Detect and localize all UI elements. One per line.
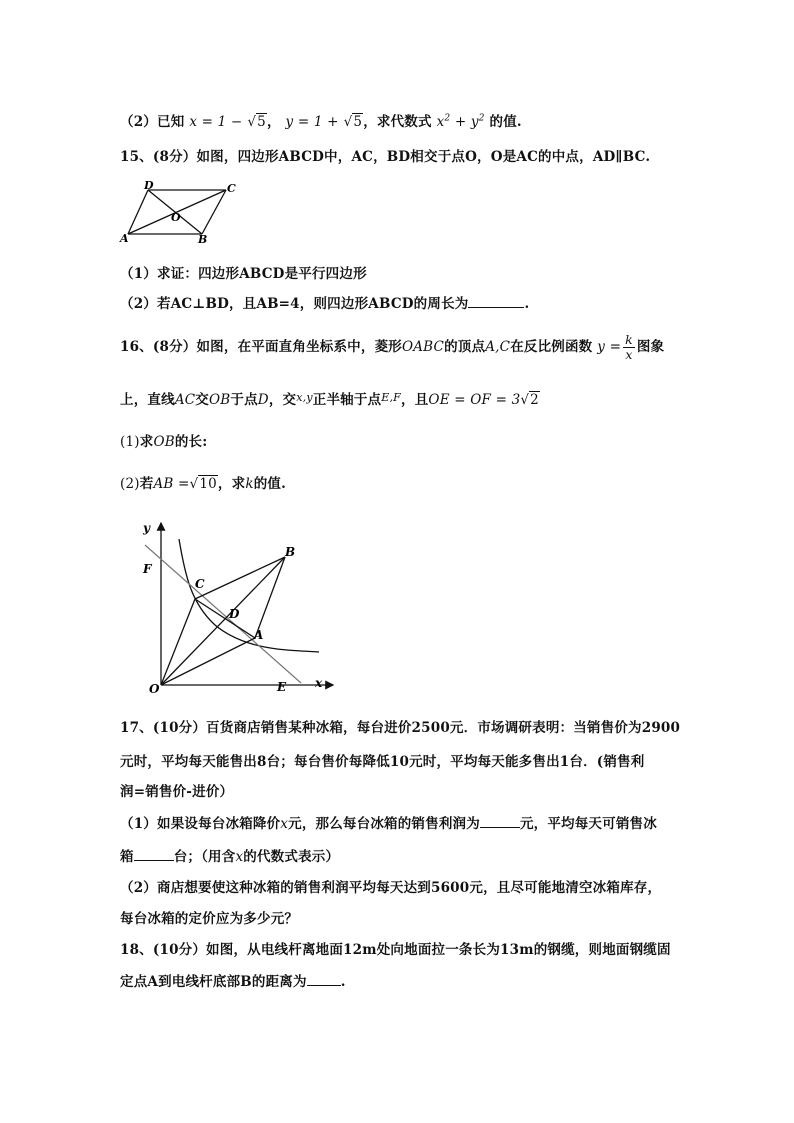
label-c: C [227, 182, 236, 195]
expr-x2-y2: $x^2 + y^2$ [436, 113, 485, 130]
label-e: E [277, 680, 287, 694]
label-b: B [285, 545, 296, 559]
label-d: D [144, 180, 154, 192]
q16-figure [135, 515, 335, 697]
sqrt-2: √2 [520, 392, 539, 408]
q17-part2-line2: 每台冰箱的定价应为多少元？ [120, 911, 299, 927]
answer-blank[interactable] [468, 295, 524, 308]
answer-blank-profit[interactable] [480, 815, 520, 828]
q18-line2: 定点A到电线杆底部B的距离为 . [120, 974, 346, 990]
q16-part2: (2)若AB =√10，求k的值. [120, 476, 287, 492]
q17-line1: 17、(10分）百货商店销售某种冰箱，每台进价2500元．市场调研表明：当销售价为2900 [120, 720, 681, 736]
q17-line2: 元时，平均每天能售出8台；每台售价每降低10元时，平均每天能多售出1台．(销售利 [120, 754, 645, 770]
q17-part1-line1: （1）如果设每台冰箱降价x元，那么每台冰箱的销售利润为 元，平均每天可销售冰 [120, 816, 657, 832]
q16-stem: 16、(8分）如图，在平面直角坐标系中，菱形OABC的顶点A,C在反比例函数 y = $\frac{k}{x}$ 图象 [120, 332, 665, 362]
label-f: F [143, 562, 152, 576]
label-y: y [143, 521, 150, 535]
segment-bc [202, 190, 226, 234]
side-oa [161, 638, 255, 685]
q18-line1: 18、(10分）如图，从电线杆离地面12m处向地面拉一条长为13m的钢缆，则地面钢缆固 [120, 942, 671, 958]
q15-stem: 15、(8分）如图，四边形ABCD中，AC，BD相交于点O，O是AC的中点，AD∥BC. [120, 149, 651, 165]
answer-blank-distance[interactable] [307, 973, 341, 986]
q17-part1-line2: 箱 台；（用含x的代数式表示） [120, 849, 340, 865]
label-b: B [198, 233, 208, 244]
label-d: D [229, 607, 240, 621]
sqrt-10: √10 [189, 476, 217, 492]
fraction-k-over-x: $\frac{k}{x}$ [625, 332, 633, 362]
label-x: x [315, 676, 323, 690]
q17-part2-line1: （2）商店想要使这种冰箱的销售利润平均每天达到5600元，且尽可能地清空冰箱库存， [120, 880, 662, 896]
label-c: C [195, 577, 205, 591]
q15-part2: （2）若AC⊥BD，且AB=4，则四边形ABCD的周长为 . [120, 296, 530, 312]
label-a: A [120, 232, 129, 244]
q16-line2: 上，直线AC交OB于点D，交$^{x,y}$正半轴于点$^{E,F}$，且OE = OF = 3√2 [120, 391, 539, 408]
label-o: O [149, 682, 160, 696]
sqrt-5-a: √5 [247, 114, 266, 130]
answer-blank-units[interactable] [134, 848, 174, 861]
sqrt-5-b: √5 [343, 114, 363, 130]
hyperbola-curve [179, 539, 319, 652]
segment-da [128, 190, 148, 234]
q14-part2: （2）已知 x = 1 − √5， y = 1 + √5，求代数式 $x^2 + y^2$ 的值. [120, 113, 522, 130]
q15-figure [118, 180, 248, 244]
line-fe [145, 545, 301, 683]
side-co [161, 599, 195, 685]
q15-part1: （1）求证：四边形ABCD是平行四边形 [120, 266, 367, 282]
q16-part1: (1)求OB的长: [120, 434, 208, 450]
q17-line3: 润=销售价-进价） [120, 784, 234, 800]
label-o: O [171, 211, 181, 224]
label-a: A [254, 628, 264, 642]
